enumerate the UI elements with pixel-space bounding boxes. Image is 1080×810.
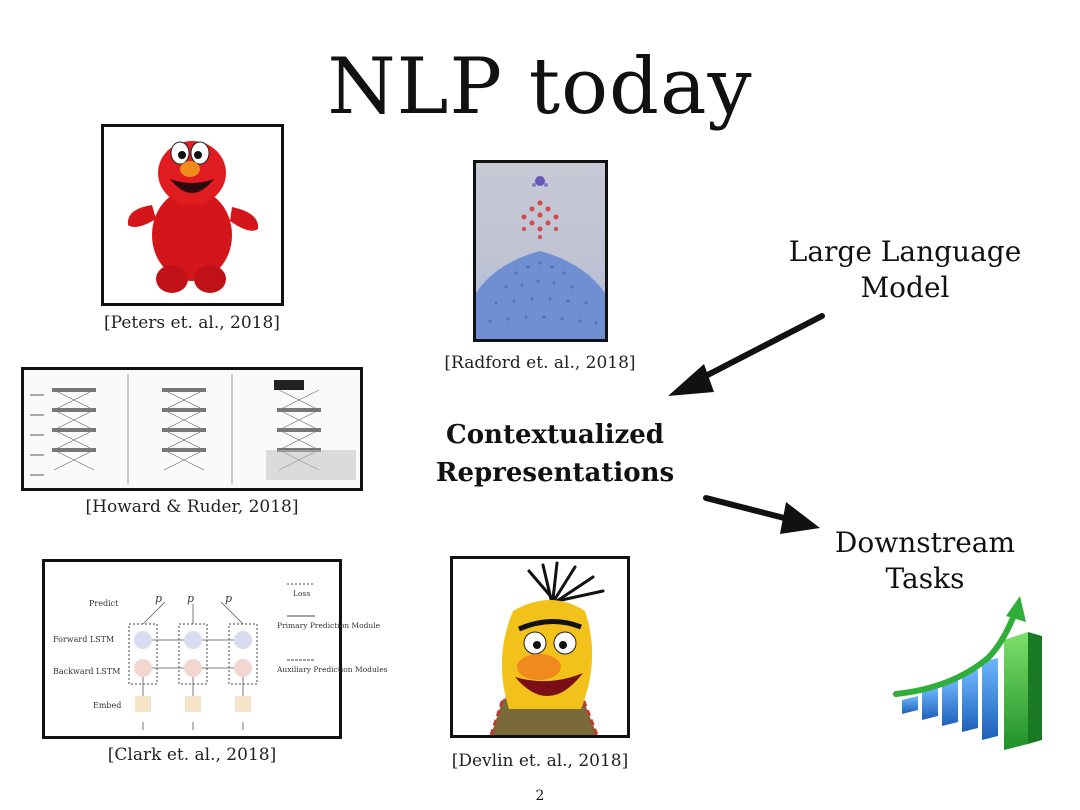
arrow-representations-to-downstream (706, 498, 820, 534)
cvt-row-forward: Forward LSTM (53, 635, 115, 644)
cvt-row-predict: Predict (89, 599, 119, 608)
llm-line-2: Model (860, 271, 950, 304)
svg-text:p: p (225, 592, 233, 605)
center-line-1: Contextualized (446, 420, 664, 450)
ulmfit-caption: [Howard & Ruder, 2018] (85, 497, 299, 517)
bert-caption: [Devlin et. al., 2018] (451, 751, 629, 771)
svg-text:p: p (187, 592, 195, 605)
downstream-line-2: Tasks (885, 562, 965, 595)
cvt-row-backward: Backward LSTM (53, 667, 121, 676)
cvt-legend-primary: Primary Prediction Module (277, 621, 381, 630)
cvt-legend-loss: Loss (293, 589, 311, 598)
cvt-row-embed: Embed (93, 701, 122, 710)
page-number: 2 (535, 788, 545, 804)
radford-caption: [Radford et. al., 2018] (444, 353, 636, 373)
llm-line-1: Large Language (788, 235, 1022, 268)
arrow-llm-to-representations (668, 316, 822, 396)
center-line-2: Representations (435, 458, 675, 488)
elmo-caption: [Peters et. al., 2018] (104, 313, 280, 333)
slide-title: NLP today (327, 42, 753, 132)
svg-text:p: p (155, 592, 163, 605)
cvt-caption: [Clark et. al., 2018] (107, 745, 277, 765)
downstream-line-1: Downstream (834, 526, 1016, 559)
growth-bar-chart-icon (892, 592, 1052, 752)
cvt-legend-auxiliary: Auxiliary Prediction Modules (277, 665, 388, 674)
